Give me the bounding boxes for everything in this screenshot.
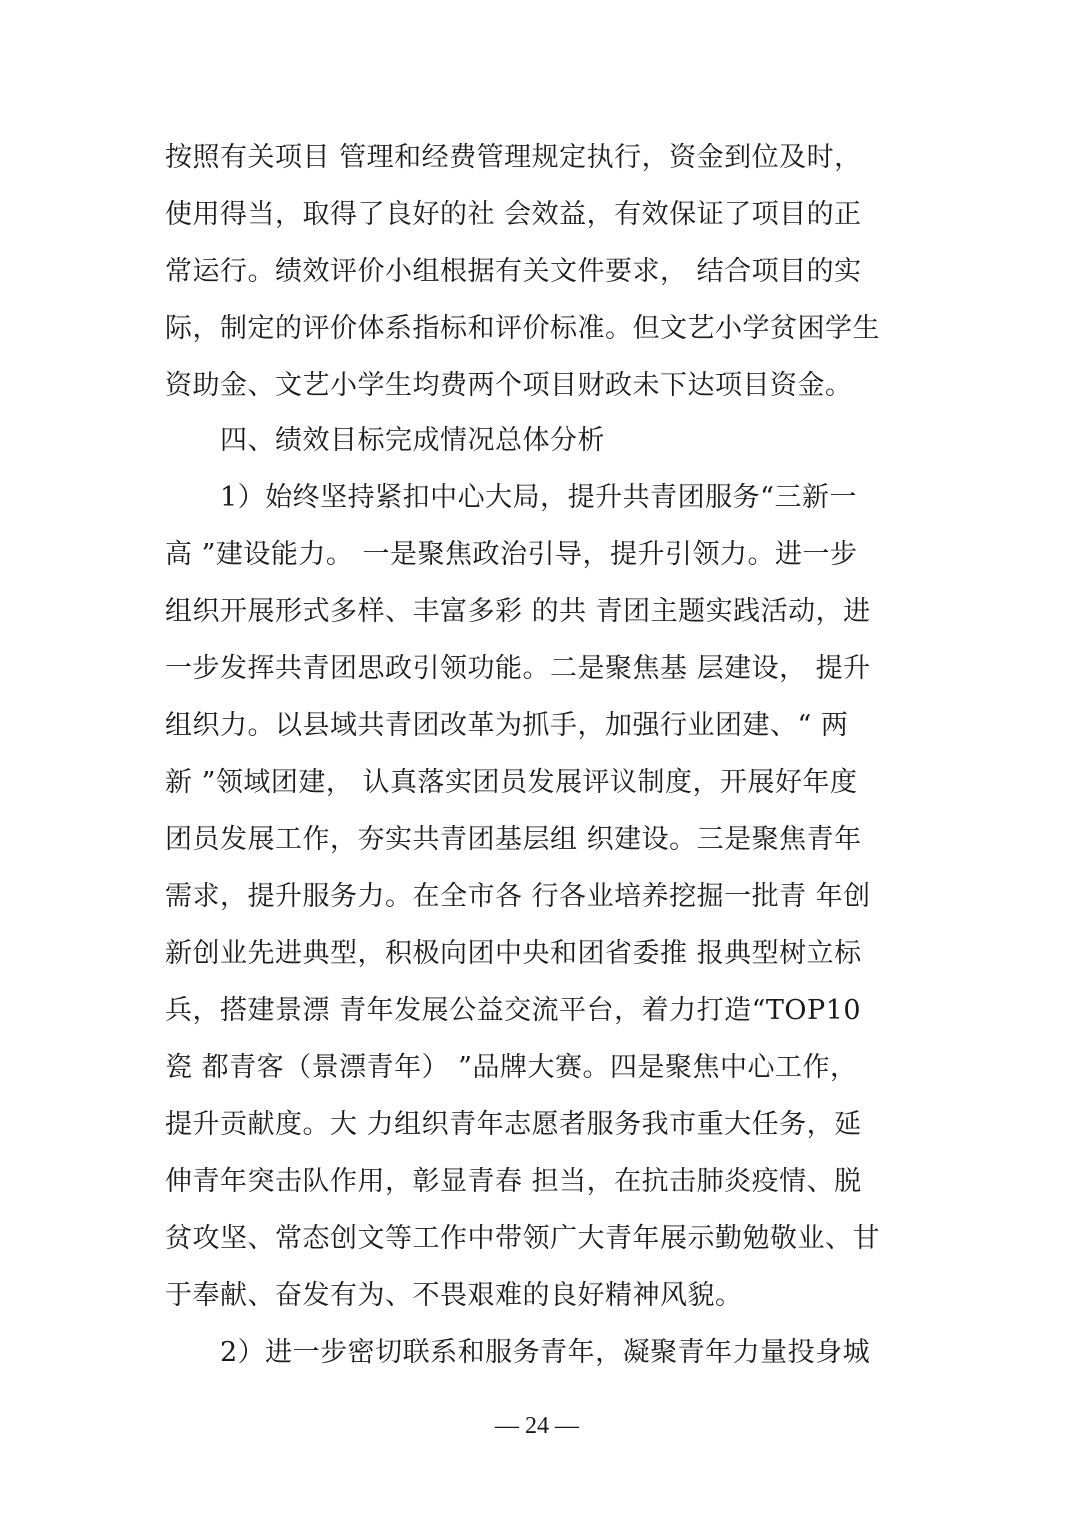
body-text-line: 于奉献、奋发有为、不畏艰难的良好精神风貌。 [165, 1280, 743, 1311]
body-text-line: 按照有关项目 管理和经费管理规定执行，资金到位及时， [165, 142, 862, 173]
body-text-line: 组织力。以县域共青团改革为抓手，加强行业团建、“ 两 [165, 710, 849, 741]
body-text-line: 际，制定的评价体系指标和评价标准。但文艺小学贫困学生 [165, 313, 880, 344]
body-text-line: 新 ”领域团建， 认真落实团员发展评议制度，开展好年度 [165, 767, 858, 798]
body-text-line: 贫攻坚、常态创文等工作中带领广大青年展示勤勉敬业、甘 [165, 1223, 880, 1254]
body-text-line: 常运行。绩效评价小组根据有关文件要求， 结合项目的实 [165, 256, 862, 287]
body-text-line: 瓷 都青客（景漂青年） ”品牌大赛。四是聚焦中心工作， [165, 1052, 858, 1083]
body-text-line: 兵，搭建景漂 青年发展公益交流平台，着力打造“TOP10 [165, 995, 862, 1026]
body-text-line: 组织开展形式多样、丰富多彩 的共 青团主题实践活动，进 [165, 596, 871, 627]
body-text-line: 需求，提升服务力。在全市各 行各业培养挖掘一批青 年创 [165, 881, 871, 912]
body-text-line: 团员发展工作，夯实共青团基层组 织建设。三是聚焦青年 [165, 824, 862, 855]
body-text-line: 高 ”建设能力。 一是聚焦政治引导，提升引领力。进一步 [165, 539, 858, 570]
body-text-line: 提升贡献度。大 力组织青年志愿者服务我市重大任务，延 [165, 1109, 862, 1140]
body-text-line: 一步发挥共青团思政引领功能。二是聚焦基 层建设， 提升 [165, 653, 871, 684]
paragraph-first-line: 2）进一步密切联系和服务青年，凝聚青年力量投身城 [220, 1337, 871, 1368]
body-text-line: 伸青年突击队作用，彰显青春 担当，在抗击肺炎疫情、脱 [165, 1166, 862, 1197]
page-number: — 24 — [495, 1413, 579, 1439]
body-text-line: 资助金、文艺小学生均费两个项目财政未下达项目资金。 [165, 370, 853, 401]
section-heading: 四、绩效目标完成情况总体分析 [220, 425, 605, 456]
body-text-line: 使用得当，取得了良好的社 会效益，有效保证了项目的正 [165, 199, 862, 230]
body-text-line: 新创业先进典型，积极向团中央和团省委推 报典型树立标 [165, 938, 862, 969]
paragraph-first-line: 1）始终坚持紧扣中心大局，提升共青团服务“三新一 [220, 482, 857, 513]
